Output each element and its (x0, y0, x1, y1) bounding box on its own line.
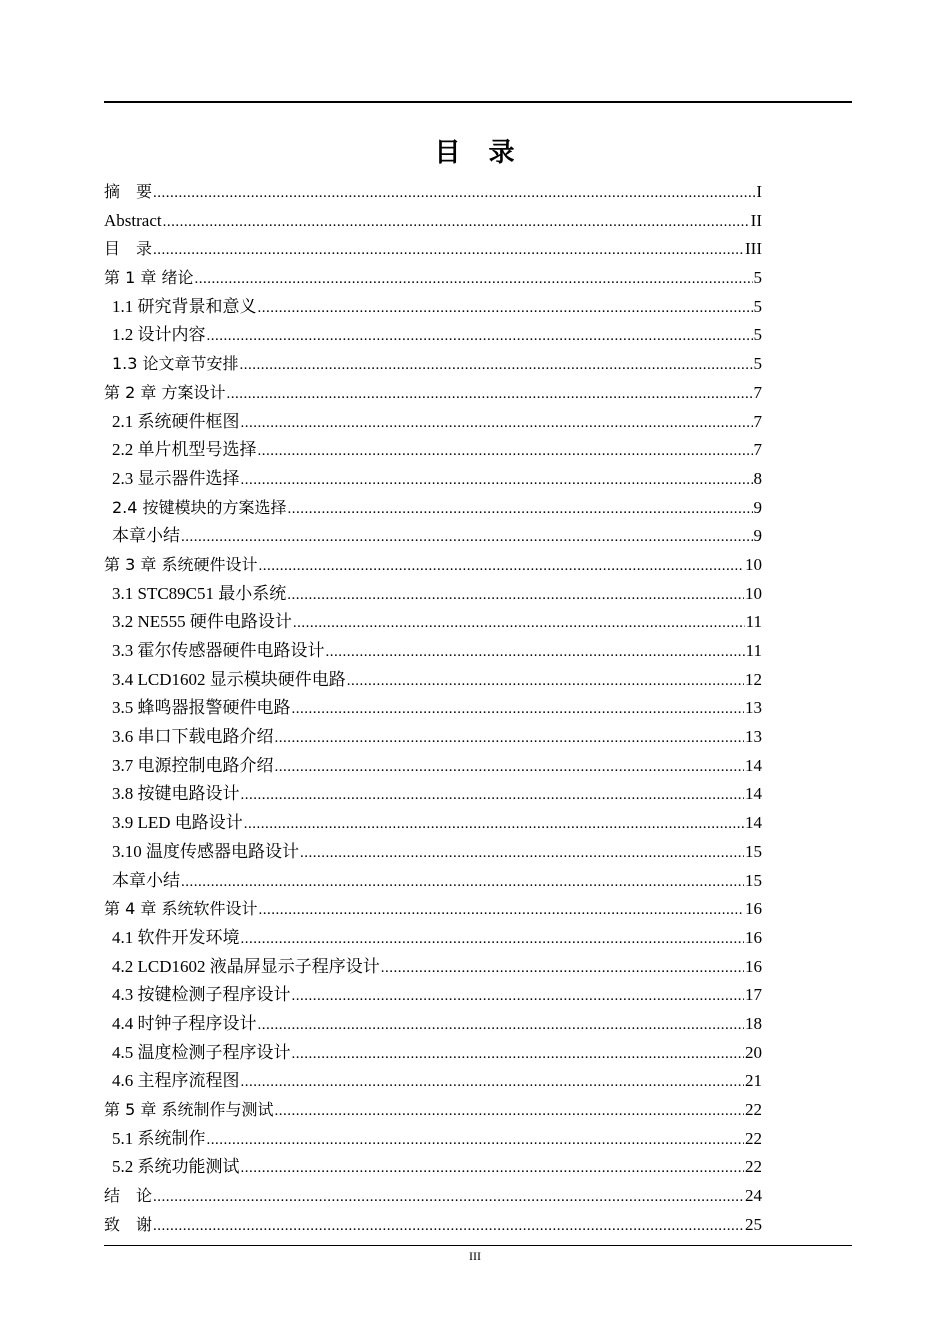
toc-entry-page: 5 (753, 268, 762, 288)
table-of-contents (104, 178, 762, 1239)
toc-entry-page: 9 (753, 497, 762, 517)
toc-entry-label: 2.2 单片机型号选择 (112, 440, 257, 460)
toc-entry-label: 3.6 串口下载电路介绍 (112, 727, 274, 747)
toc-entry-label: 3.8 按键电路设计 (112, 784, 240, 804)
dot-leader (244, 810, 744, 839)
toc-entry-label: 结 论 (104, 1186, 153, 1206)
toc-entry-label: 3.2 NE555 硬件电路设计 (112, 612, 292, 632)
toc-entry[interactable] (104, 436, 762, 465)
toc-entry[interactable] (104, 379, 762, 408)
toc-entry-label: 致 谢 (104, 1214, 153, 1234)
toc-entry[interactable] (104, 608, 762, 637)
toc-entry[interactable] (104, 1039, 762, 1068)
dot-leader (300, 839, 744, 868)
dot-leader (258, 437, 753, 466)
toc-entry[interactable] (104, 809, 762, 838)
toc-entry-page: 14 (745, 755, 762, 775)
toc-entry-label: 第 2 章 方案设计 (104, 382, 226, 402)
dot-leader (163, 208, 750, 237)
toc-entry[interactable] (104, 752, 762, 781)
toc-entry-page: 8 (753, 468, 762, 488)
toc-entry[interactable] (104, 666, 762, 695)
toc-entry-page: 24 (745, 1186, 762, 1206)
toc-entry-label: 4.3 按键检测子程序设计 (112, 985, 291, 1005)
dot-leader (194, 265, 752, 294)
toc-entry[interactable] (104, 551, 762, 580)
toc-entry-label: 4.5 温度检测子程序设计 (112, 1042, 291, 1062)
toc-entry-page: 10 (745, 554, 762, 574)
toc-entry[interactable] (104, 1182, 762, 1211)
toc-entry[interactable] (104, 895, 762, 924)
dot-leader (241, 466, 753, 495)
toc-entry[interactable] (104, 293, 762, 322)
toc-entry[interactable] (104, 694, 762, 723)
toc-entry-label: 第 4 章 系统软件设计 (104, 899, 258, 919)
toc-entry[interactable] (104, 264, 762, 293)
toc-entry-page: I (756, 182, 762, 201)
footer-rule (104, 1245, 852, 1246)
dot-leader (181, 868, 744, 897)
toc-entry-label: 4.2 LCD1602 液晶屏显示子程序设计 (112, 956, 380, 976)
dot-leader (287, 581, 744, 610)
toc-entry-label: 2.4 按键模块的方案选择 (112, 497, 287, 517)
toc-entry-label: 3.5 蜂鸣器报警硬件电路 (112, 698, 291, 718)
dot-leader (241, 1068, 745, 1097)
toc-entry-label: 摘 要 (104, 182, 153, 201)
dot-leader (258, 896, 744, 925)
toc-entry-page: 5 (753, 354, 762, 374)
toc-entry[interactable] (104, 321, 762, 350)
toc-entry-page: 5 (753, 325, 762, 345)
toc-entry-label: 3.1 STC89C51 最小系统 (112, 583, 287, 603)
dot-leader (153, 179, 755, 208)
toc-entry-page: 16 (745, 899, 762, 919)
toc-entry-label: 4.1 软件开发环境 (112, 927, 240, 947)
dot-leader (258, 294, 753, 323)
toc-entry-page: 9 (753, 526, 762, 546)
dot-leader (240, 351, 753, 380)
dot-leader (241, 409, 753, 438)
toc-entry[interactable] (104, 522, 762, 551)
dot-leader (207, 322, 753, 351)
toc-entry-page: 7 (753, 440, 762, 460)
toc-entry[interactable] (104, 780, 762, 809)
toc-entry-label: 本章小结 (112, 526, 180, 546)
dot-leader (241, 1154, 745, 1183)
toc-entry-page: 18 (745, 1013, 762, 1033)
toc-entry-label: 5.2 系统功能测试 (112, 1157, 240, 1177)
toc-entry[interactable] (104, 953, 762, 982)
dot-leader (292, 982, 745, 1011)
dot-leader (241, 781, 745, 810)
toc-entry-label: 1.1 研究背景和意义 (112, 296, 257, 316)
toc-entry-page: 22 (745, 1128, 762, 1148)
toc-entry-page: 7 (753, 382, 762, 402)
dot-leader (347, 667, 744, 696)
dot-leader (275, 753, 745, 782)
dot-leader (153, 1212, 744, 1241)
toc-entry-page: 15 (745, 841, 762, 861)
toc-entry-page: 21 (745, 1071, 762, 1091)
toc-entry-page: 22 (745, 1157, 762, 1177)
toc-entry-page: 16 (745, 927, 762, 947)
toc-entry-page: 25 (745, 1214, 762, 1234)
toc-entry-label: 3.4 LCD1602 显示模块硬件电路 (112, 669, 346, 689)
toc-entry-page: 13 (745, 698, 762, 718)
toc-entry-page: 7 (753, 411, 762, 431)
dot-leader (293, 609, 745, 638)
dot-leader (274, 1097, 744, 1126)
toc-entry-page: 15 (745, 870, 762, 890)
toc-entry-label: 1.2 设计内容 (112, 325, 206, 345)
dot-leader (292, 1040, 745, 1069)
toc-entry-label: 3.3 霍尔传感器硬件电路设计 (112, 641, 325, 660)
toc-entry-page: 11 (745, 612, 762, 632)
toc-entry-label: 3.7 电源控制电路介绍 (112, 755, 274, 775)
dot-leader (381, 954, 744, 983)
toc-entry[interactable] (104, 207, 762, 236)
toc-entry-page: II (750, 210, 762, 230)
dot-leader (153, 1183, 744, 1212)
toc-entry-page: 14 (745, 813, 762, 833)
dot-leader (275, 724, 745, 753)
toc-entry-page: 22 (745, 1100, 762, 1119)
toc-entry-page: 20 (745, 1042, 762, 1062)
toc-entry-label: 3.9 LED 电路设计 (112, 813, 243, 833)
dot-leader (326, 638, 745, 667)
toc-entry-label: 目 录 (104, 239, 153, 259)
toc-entry[interactable] (104, 1010, 762, 1039)
toc-entry-label: 第 3 章 系统硬件设计 (104, 554, 258, 574)
toc-entry-page: 17 (745, 985, 762, 1005)
dot-leader (241, 925, 745, 954)
toc-entry[interactable] (104, 580, 762, 609)
toc-entry-page: 11 (745, 641, 762, 660)
dot-leader (258, 552, 744, 581)
dot-leader (258, 1011, 745, 1040)
toc-entry[interactable] (104, 1153, 762, 1182)
toc-entry-page: 12 (745, 669, 762, 689)
dot-leader (226, 380, 752, 409)
header-rule (104, 101, 852, 103)
dot-leader (288, 495, 753, 524)
toc-entry-page: 16 (745, 956, 762, 976)
toc-entry[interactable] (104, 838, 762, 867)
toc-entry[interactable] (104, 178, 762, 207)
dot-leader (207, 1126, 745, 1155)
toc-entry-label: 5.1 系统制作 (112, 1128, 206, 1148)
toc-entry[interactable] (104, 465, 762, 494)
toc-entry[interactable] (104, 1125, 762, 1154)
toc-entry[interactable] (104, 408, 762, 437)
toc-entry-label: 4.6 主程序流程图 (112, 1071, 240, 1091)
toc-entry-page: 14 (745, 784, 762, 804)
toc-entry[interactable] (104, 981, 762, 1010)
toc-entry-label: 4.4 时钟子程序设计 (112, 1013, 257, 1033)
toc-entry[interactable] (104, 350, 762, 379)
toc-entry-label: Abstract (104, 210, 162, 230)
toc-entry[interactable] (104, 1211, 762, 1240)
toc-entry-page: 10 (745, 583, 762, 603)
toc-entry-page: 5 (753, 296, 762, 316)
dot-leader (292, 695, 745, 724)
dot-leader (181, 523, 753, 552)
toc-entry-page: 13 (745, 727, 762, 747)
toc-entry[interactable] (104, 723, 762, 752)
toc-entry-label: 2.1 系统硬件框图 (112, 411, 240, 431)
page-number: III (469, 1249, 481, 1263)
toc-entry-label: 2.3 显示器件选择 (112, 468, 240, 488)
toc-entry-label: 1.3 论文章节安排 (112, 354, 239, 374)
toc-entry-page: III (745, 239, 762, 259)
toc-entry[interactable] (104, 867, 762, 896)
dot-leader (153, 236, 744, 265)
toc-entry[interactable] (104, 235, 762, 264)
toc-entry-label: 本章小结 (112, 870, 180, 890)
toc-entry-label: 第 1 章 绪论 (104, 268, 194, 288)
toc-entry[interactable] (104, 637, 762, 666)
toc-entry-label: 3.10 温度传感器电路设计 (112, 841, 299, 861)
toc-entry[interactable] (104, 1096, 762, 1125)
toc-entry[interactable] (104, 494, 762, 523)
toc-entry[interactable] (104, 1067, 762, 1096)
page-title: 目 录 (434, 138, 516, 168)
toc-entry-label: 第 5 章 系统制作与测试 (104, 1100, 274, 1119)
toc-entry[interactable] (104, 924, 762, 953)
